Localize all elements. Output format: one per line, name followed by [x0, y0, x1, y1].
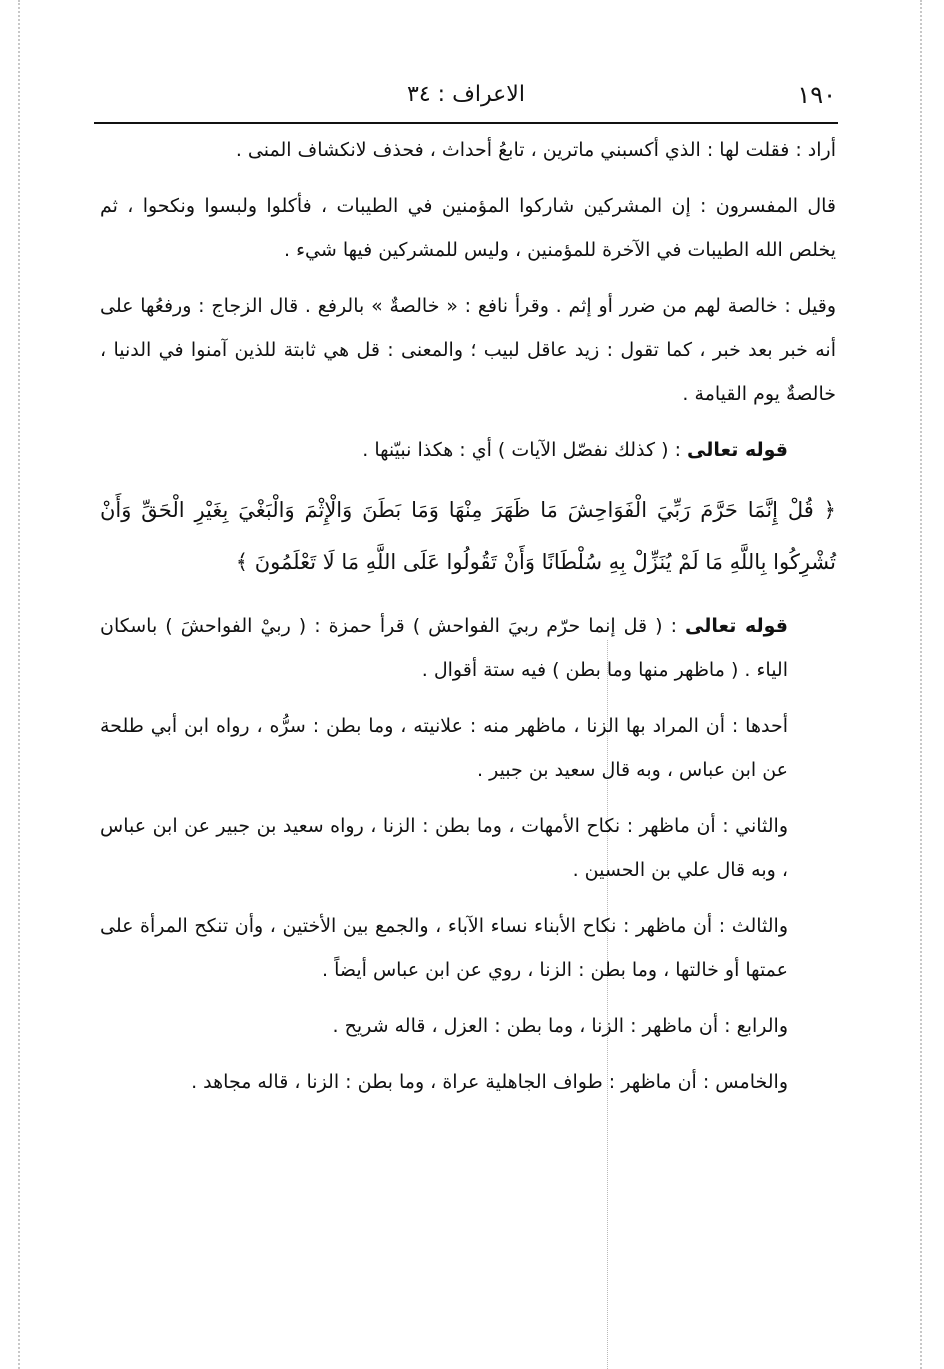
paragraph-text: أراد : فقلت لها : الذي أكسبني ماترين ، تابعُ أحداث ، فحذف لانكشاف المنى .: [235, 139, 836, 161]
quran-verse: ﴿ قُلْ إِنَّمَا حَرَّمَ رَبِّيَ الْفَوَاحِشَ مَا ظَهَرَ مِنْهَا وَمَا بَطَنَ وَالْإِثْمَ وَالْبَغْيَ بِغَيْرِ الْحَقِّ وَأَنْ تُشْرِكُوا بِاللَّهِ مَا لَمْ يُنَزِّلْ بِهِ سُلْطَانًا وَأَنْ تَقُولُوا عَلَى اللَّهِ مَا لَا تَعْلَمُونَ ﴾: [100, 498, 836, 574]
scan-edge-right: [920, 0, 922, 1369]
scan-edge-left: [18, 0, 20, 1369]
paragraph-text: وقيل : خالصة لهم من ضرر أو إثم . وقرأ نافع : « خالصةٌ » بالرفع . قال الزجاج : ورفعُها على أنه خبر بعد خبر ، كما تقول : زيد عاقل لبيب ؛ والمعنى : قل هي ثابتة للذين آمنوا في الدنيا ، خالصةٌ يوم القيامة .: [100, 295, 836, 405]
running-title: الاعراف : ٣٤: [407, 82, 525, 107]
paragraph-text: : ( كذلك نفصّل الآيات ) أي : هكذا نبيّنها .: [362, 439, 688, 461]
paragraph-text: والخامس : أن ماظهر : طواف الجاهلية عراة ، وما بطن : الزنا ، قاله مجاهد .: [191, 1071, 788, 1093]
paragraph-text: والرابع : أن ماظهر : الزنا ، وما بطن : العزل ، قاله شريح .: [332, 1015, 788, 1037]
paragraph-text: : ( قل إنما حرّم ربيَ الفواحش ) قرأ حمزة : ( ربيْ الفواحشَ ) باسكان الياء . ( ماظهر منها وما بطن ) فيه ستة أقوال .: [100, 615, 788, 681]
paragraph: [100, 284, 836, 416]
paragraph-text: قال المفسرون : إن المشركين شاركوا المؤمنين في الطيبات ، فأكلوا ولبسوا ونكحوا ، ثم يخلص الله الطيبات في الآخرة للمؤمنين ، وليس للمشركين فيها شيء .: [100, 195, 836, 261]
paragraph: [100, 604, 836, 692]
page-header: [96, 78, 836, 118]
paragraph: [100, 904, 836, 992]
paragraph: [100, 184, 836, 272]
paragraph: [100, 128, 836, 172]
paragraph: [100, 428, 836, 472]
paragraph-text: أحدها : أن المراد بها الزنا ، ماظهر منه : علانيته ، وما بطن : سرُّه ، رواه ابن أبي طلحة عن ابن عباس ، وبه قال سعيد بن جبير .: [100, 715, 788, 781]
paragraph-lead: قوله تعالى: [685, 615, 788, 637]
paragraph-lead: قوله تعالى: [687, 439, 788, 461]
paragraph-text: والثالث : أن ماظهر : نكاح الأبناء نساء الآباء ، والجمع بين الأختين ، وأن تنكح المرأة على عمتها أو خالتها ، وما بطن : الزنا ، روي عن ابن عباس أيضاً .: [100, 915, 788, 981]
paragraph: [100, 1060, 836, 1104]
paragraph: [100, 1004, 836, 1048]
page-body: [100, 128, 836, 1120]
paragraph: [100, 704, 836, 792]
header-rule: [94, 122, 838, 124]
paragraph-text: والثاني : أن ماظهر : نكاح الأمهات ، وما بطن : الزنا ، رواه سعيد بن جبير عن ابن عباس ، وبه قال علي بن الحسين .: [100, 815, 788, 881]
page-number: ١٩٠: [797, 81, 836, 109]
paragraph: [100, 804, 836, 892]
